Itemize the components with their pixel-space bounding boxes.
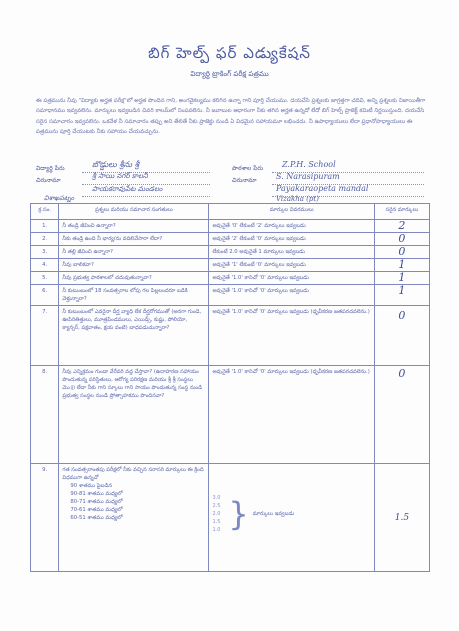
table-row <box>31 285 430 306</box>
header-marks: మార్కుల వివరములు <box>209 204 374 220</box>
grade-mark: 1.5 <box>212 519 221 525</box>
student-name-value: బొడ్డులు శ్రీను శ్రీ <box>92 160 140 169</box>
row-score: 0 <box>374 306 429 366</box>
student-village-value: పాయకరావుపేట మండలం <box>92 185 163 193</box>
row-number: 5. <box>31 272 59 285</box>
school-name-value: Z.P.H. School <box>282 160 336 169</box>
grade-mark: 3.0 <box>212 495 221 501</box>
row-marks: లేకుంటే 2.0 అవునైతే 1 మార్కులు ఇవ్వబడు <box>209 246 374 259</box>
brace-icon: } <box>228 495 249 533</box>
table-row <box>31 246 430 259</box>
row-score: 1 <box>374 259 429 272</box>
row-number: 3. <box>31 246 59 259</box>
row-marks: అవునైతే '2' లేకుంటే '0' మార్కులు ఇవ్వబడు <box>209 233 374 246</box>
school-address-value: S. Narasipuram <box>276 172 340 181</box>
school-name-label: పాఠశాల పేరు <box>232 165 264 172</box>
row-question: నీ తల్లి జీవించి ఉన్నారా? <box>59 246 209 259</box>
row-number: 4. <box>31 259 59 272</box>
grade-mark: 2.5 <box>212 503 221 509</box>
page-subtitle: విద్యార్థి ట్రాకింగ్ పరీక్ష పత్రము <box>190 70 269 78</box>
school-district-value: Vizakha (pt) <box>276 195 319 203</box>
row-score: 1 <box>374 272 429 285</box>
row-score: 2 <box>374 220 429 233</box>
row-question: నీ తండ్రి జీవించి ఉన్నారా? <box>59 220 209 233</box>
student-village-line <box>82 196 210 197</box>
row-question: నీకు తండ్రి ఉంది నీ భార్య/ను వదిలివేసారా లేదా? <box>59 233 209 246</box>
scoring-table <box>30 203 430 572</box>
row-number: 1. <box>31 220 59 233</box>
student-name-label: విద్యార్థి పేరు <box>36 165 65 172</box>
row-number: 6. <box>31 285 59 306</box>
row-marks-cell <box>209 464 374 572</box>
row-score: 1 <box>374 285 429 306</box>
row-number: 2. <box>31 233 59 246</box>
school-address-label: చిరునామా <box>232 177 257 184</box>
student-address-label: చిరునామా <box>36 177 61 184</box>
grade-item: 80-71 శాతము మధ్యలో <box>70 499 123 505</box>
row-marks: అవునైతే '1.0' కానిచో '0' మార్కులు ఇవ్వబడు <box>209 285 374 306</box>
row-score: 0 <box>374 233 429 246</box>
row-marks: మార్కులు ఇవ్వబడు <box>252 511 295 517</box>
grade-item: 90 శాతము పైబడిన <box>70 483 113 489</box>
grade-marks-list <box>212 494 220 534</box>
table-row <box>31 220 430 233</box>
grade-item: 60-51 శాతము మధ్యలో <box>70 515 123 521</box>
grade-item: 70-61 శాతము మధ్యలో <box>70 507 123 513</box>
table-row <box>31 306 430 366</box>
student-district-value: విశాఖపట్నం <box>44 194 75 202</box>
row-marks: అవునైతే '1.0' కానిచో '0' మార్కులు ఇవ్వబడు (ధృవీకరణ జతపరచవలెను.) <box>209 366 374 464</box>
school-mandal-value: Payakaraopeta mandal <box>276 184 369 193</box>
instructions-paragraph: ఈ పత్రమును నీవు "విద్యాకు అర్హత పరీక్ష"లో అర్హత పొందిన గాని, అంగవైకల్యము కలిగిన ఉన్నా గాని పూర్తి చేయుము. దయచేసి ప్రశ్నలకు జాగ్రత్తగా చదివి, అన్ని ప్రశ్నలకు నిజాయితీగా సమాధానము ఇవ్వవలెను. మార్కులు ఇవ్వబడిన చివరి కాలమ్‌లో నింపవలెను. నీ జవాబుల ఆధారంగా నీకు తగిన అర్హత ఉన్నదో లేదో బిగ్ హెల్ప్ ప్రాజెక్ట్ కమిటీ నిర్ణయిస్తుంది. దయచేసి సరైన సమాచారం ఇవ్వవలెను. ఒకవేళ నీ సమాచారం తప్పు అని తేలితే నీకు ప్రాజెక్టు నుండి ఏ విధమైన సహాయమూ లభించదు. నీ ఉపాధ్యాయులు లేదా ప్రధానోపాధ్యాయులు ఈ పత్రమును పూర్తి చేయుటకు నీకు సహాయం చేయవచ్చును. <box>36 98 426 136</box>
grade-mark: 1.0 <box>212 527 221 533</box>
table-row <box>31 464 430 572</box>
grade-item: 90-81 శాతము మధ్యలో <box>70 491 123 497</box>
row-number: 9. <box>31 464 59 572</box>
row-question: నీ కుటుంబంలో 18 సంవత్సరాల లోపు గల పిల్లలందరూ బడికి వెళ్తున్నారా? <box>59 285 209 306</box>
table-row <box>31 233 430 246</box>
row-question: నీవు ప్రభుత్వ పాఠశాలలో చదువుతున్నావా? <box>59 272 209 285</box>
table-row <box>31 272 430 285</box>
row-question: గత సంవత్సరాంతపు పరీక్షలో నీకు వచ్చిన సరాసరి మార్కులు ఈ క్రింది విధముగా ఉన్నచో <box>62 467 204 481</box>
row-score: 0 <box>374 366 429 464</box>
row-question: నీవు ఎన్నిక్రమం గుండా వేరేవరి వద్ద చేస్తావా? (ఉదాహరణ సహాయం పొందుతున్న పరిస్థితులు, ఆరోగ్య పరిరక్షణ మరియు శ్రీ శ్రీ సంస్థలు మొ॥) లేదా నీకు గాని స్కూలు గాని సాయం పొందుతున్న సంస్థ నుండి ప్రభుత్వ సంస్థల నుండి ప్రోత్సాహకము పొందినవా? <box>59 366 209 464</box>
header-question: ప్రశ్నలు మరియు సమాచార సంగతులు <box>59 204 209 220</box>
row-question-cell <box>59 464 209 572</box>
table-header-row <box>31 204 430 220</box>
page-title: బిగ్ హెల్ప్ ఫర్ ఎడ్యుకేషన్ <box>148 44 311 62</box>
row-marks: అవునైతే '1.0' కానిచో '0' మార్కులు ఇవ్వబడు (ధృవీకరణ జతపరచవలెను.) <box>209 306 374 366</box>
row-marks: అవునైతే '1' లేకుంటే '0' మార్కులు ఇవ్వబడు <box>209 259 374 272</box>
row-question: నీవు బాలికవా? <box>59 259 209 272</box>
grade-mark: 2.0 <box>212 511 221 517</box>
table-row <box>31 259 430 272</box>
row-number: 8. <box>31 366 59 464</box>
row-question: నీ కుటుంబంలో ఎవరైనా దీర్ఘ వ్యాధి లేక దీర్ఘరోగముతో (అనగా గుండె, ఊపిరితిత్తులు, మూత్రపిండములు, ఎయిడ్స్, కుష్టు, పోలియో, క్యాన్సర్, పక్షవాతం, క్షయ వంటి) బాధపడుచున్నారా? <box>59 306 209 366</box>
row-marks: అవునైతే '0' లేకుంటే '2' మార్కులు ఇవ్వబడు <box>209 220 374 233</box>
row-score: 0 <box>374 246 429 259</box>
student-address-value: శ్రీ సాయి నగర్ కాలనీ <box>92 172 148 180</box>
row-number: 7. <box>31 306 59 366</box>
header-serial: క్ర.సం. <box>31 204 59 220</box>
row-score: 1.5 <box>374 464 429 572</box>
header-score: సరైన మార్కులు <box>374 204 429 220</box>
row-marks: అవునైతే '1.0' కానిచో '0' మార్కులు ఇవ్వబడు <box>209 272 374 285</box>
table-row <box>31 366 430 464</box>
